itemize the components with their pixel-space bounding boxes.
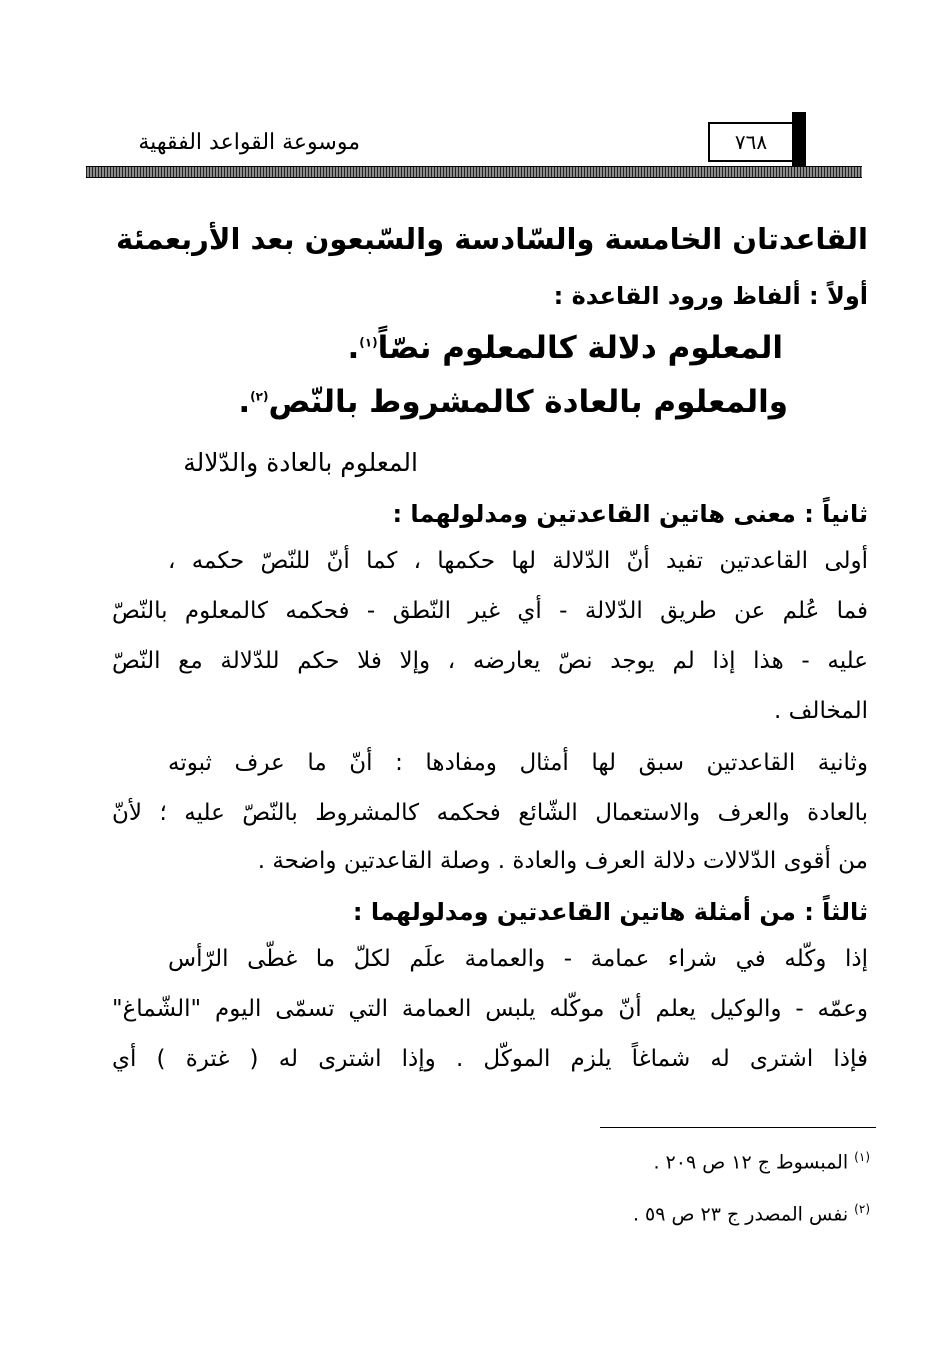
para3-line: إذا وكّله في شراء عمامة - والعمامة علَم لكلّ ما غطّى الرّأس xyxy=(168,946,868,972)
section2-title: ثانياً : معنى هاتين القاعدتين ومدلولهما : xyxy=(392,500,868,528)
rules-heading: القاعدتان الخامسة والسّادسة والسّبعون بعد الأربعمئة xyxy=(116,222,868,256)
rule1-footnote-ref: (١) xyxy=(359,335,378,350)
rule1-text: المعلوم دلالة كالمعلوم نصّاً xyxy=(377,330,783,366)
para1-line: عليه - هذا إذا لم يوجد نصّ يعارضه ، وإلا فلا حكم للدّلالة مع النّصّ xyxy=(112,648,868,674)
footnote-1 xyxy=(653,1150,870,1173)
footnote-2-text: نفس المصدر ج ٢٣ ص ٥٩ . xyxy=(632,1203,849,1226)
footnote-1-text: المبسوط ج ١٢ ص ٢٠٩ . xyxy=(653,1151,849,1174)
para3-line: وعمّه - والوكيل يعلم أنّ موكّله يلبس العمامة التي تسمّى اليوم "الشّماغ" xyxy=(112,996,868,1022)
section3-title: ثالثاً : من أمثلة هاتين القاعدتين ومدلولهما : xyxy=(352,898,868,926)
para1-line: فما عُلم عن طريق الدّلالة - أي غير النّطق - فحكمه كالمعلوم بالنّصّ xyxy=(112,598,868,624)
section1-title: أولاً : ألفاظ ورود القاعدة : xyxy=(553,282,868,310)
footnote-2 xyxy=(633,1202,870,1225)
para2-line: بالعادة والعرف والاستعمال الشّائع فحكمه كالمشروط بالنّصّ عليه ؛ لأنّ xyxy=(112,800,868,826)
rule1-line: المعلوم دلالة كالمعلوم نصّاً$^{(١)}$. xyxy=(347,330,783,366)
rule2-line: والمعلوم بالعادة كالمشروط بالنّص$^{(٢)}$. xyxy=(238,384,788,420)
page-number: ٧٦٨ xyxy=(708,122,792,162)
para3-line: فإذا اشترى له شماغاً يلزم الموكّل . وإذا اشترى له ( غترة ) أي xyxy=(112,1046,868,1072)
book-title: موسوعة القواعد الفقهية xyxy=(138,130,360,155)
rules-subtitle: المعلوم بالعادة والدّلالة xyxy=(183,448,418,477)
para1-line: أولى القاعدتين تفيد أنّ الدّلالة لها حكمها ، كما أنّ للنّصّ حكمه ، xyxy=(168,548,868,574)
footnote-1-number: (١) xyxy=(854,1150,870,1164)
para1-line: المخالف . xyxy=(774,698,868,724)
rule2-text: والمعلوم بالعادة كالمشروط بالنّص xyxy=(268,384,788,420)
header-rule xyxy=(86,166,862,178)
footnote-2-number: (٢) xyxy=(854,1202,870,1216)
page-number-bar xyxy=(792,112,806,170)
para2-line: من أقوى الدّلالات دلالة العرف والعادة . وصلة القاعدتين واضحة . xyxy=(257,848,868,874)
para2-line: وثانية القاعدتين سبق لها أمثال ومفادها : أنّ ما عرف ثبوته xyxy=(168,750,868,776)
rule2-footnote-ref: (٢) xyxy=(250,389,269,404)
footnote-separator xyxy=(600,1127,876,1128)
